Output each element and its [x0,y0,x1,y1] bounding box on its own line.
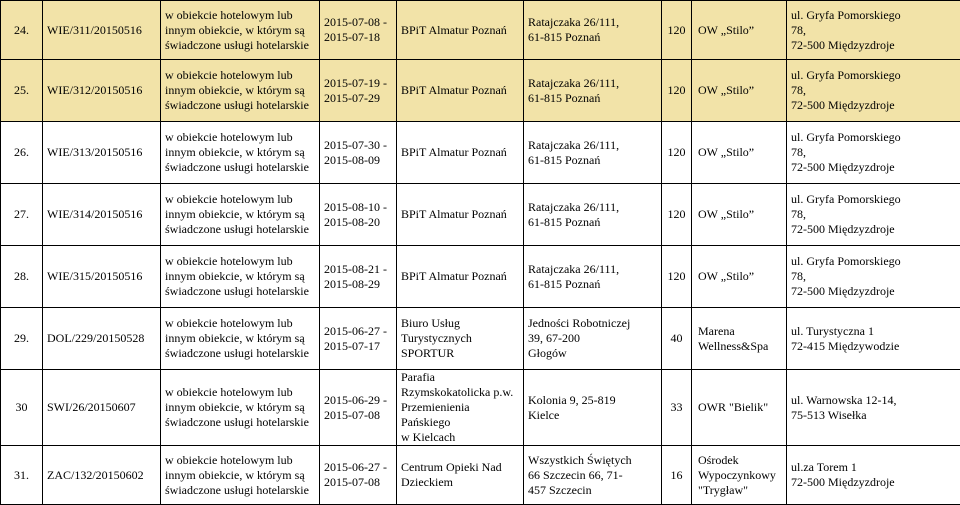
organizer-address: Wszystkich Świętych 66 Szczecin 66, 71- 457 Szczecin [524,446,662,505]
table-row [1,1,960,60]
organizer-name: BPiT Almatur Poznań [397,184,524,246]
organizer-address: Ratajczaka 26/111, 61-815 Poznań [524,1,662,60]
participant-count: 120 [662,1,692,60]
table-row [1,308,960,370]
registration-number: WIE/313/20150516 [43,122,161,184]
date-range: 2015-07-30 - 2015-08-09 [320,122,397,184]
accommodation-type: w obiekcie hotelowym lub innym obiekcie, w którym są świadczone usługi hotelarskie [161,446,320,505]
organizer-address: Ratajczaka 26/111, 61-815 Poznań [524,246,662,308]
accommodation-type: w obiekcie hotelowym lub innym obiekcie, w którym są świadczone usługi hotelarskie [161,308,320,370]
venue-address: ul. Gryfa Pomorskiego 78, 72-500 Międzyzdroje [787,60,960,122]
venue-address: ul. Gryfa Pomorskiego 78, 72-500 Międzyzdroje [787,1,960,60]
venue-address: ul. Gryfa Pomorskiego 78, 72-500 Międzyzdroje [787,122,960,184]
venue-address: ul. Gryfa Pomorskiego 78, 72-500 Międzyzdroje [787,184,960,246]
organizer-name: BPiT Almatur Poznań [397,1,524,60]
row-number: 29. [1,308,43,370]
venue-name: Marena Wellness&Spa [692,308,787,370]
organizer-address: Kolonia 9, 25-819 Kielce [524,370,662,446]
venue-name: OWR "Bielik" [692,370,787,446]
organizer-address: Jedności Robotniczej 39, 67-200 Głogów [524,308,662,370]
date-range: 2015-06-29 - 2015-07-08 [320,370,397,446]
row-number: 28. [1,246,43,308]
registration-number: SWI/26/20150607 [43,370,161,446]
venue-name: OW „Stilo” [692,246,787,308]
venue-name: OW „Stilo” [692,122,787,184]
row-number: 30 [1,370,43,446]
registration-number: WIE/312/20150516 [43,60,161,122]
participant-count: 16 [662,446,692,505]
accommodation-type: w obiekcie hotelowym lub innym obiekcie, w którym są świadczone usługi hotelarskie [161,1,320,60]
organizer-name: Centrum Opieki Nad Dzieckiem [397,446,524,505]
venue-address: ul. Gryfa Pomorskiego 78, 72-500 Międzyzdroje [787,246,960,308]
accommodation-type: w obiekcie hotelowym lub innym obiekcie, w którym są świadczone usługi hotelarskie [161,184,320,246]
date-range: 2015-07-08 - 2015-07-18 [320,1,397,60]
table-row [1,60,960,122]
date-range: 2015-06-27 - 2015-07-17 [320,308,397,370]
organizer-name: BPiT Almatur Poznań [397,60,524,122]
registration-number: ZAC/132/20150602 [43,446,161,505]
date-range: 2015-07-19 - 2015-07-29 [320,60,397,122]
table-row [1,246,960,308]
organizer-name: Parafia Rzymskokatolicka p.w. Przemienienia Pańskiego w Kielcach [397,370,524,446]
row-number: 24. [1,1,43,60]
accommodation-type: w obiekcie hotelowym lub innym obiekcie, w którym są świadczone usługi hotelarskie [161,246,320,308]
date-range: 2015-06-27 - 2015-07-08 [320,446,397,505]
venue-name: OW „Stilo” [692,184,787,246]
row-number: 27. [1,184,43,246]
registration-number: DOL/229/20150528 [43,308,161,370]
organizer-address: Ratajczaka 26/111, 61-815 Poznań [524,184,662,246]
participant-count: 33 [662,370,692,446]
date-range: 2015-08-21 - 2015-08-29 [320,246,397,308]
venue-name: OW „Stilo” [692,1,787,60]
venue-address: ul.za Torem 1 72-500 Międzyzdroje [787,446,960,505]
organizer-address: Ratajczaka 26/111, 61-815 Poznań [524,122,662,184]
accommodation-type: w obiekcie hotelowym lub innym obiekcie, w którym są świadczone usługi hotelarskie [161,370,320,446]
accommodation-type: w obiekcie hotelowym lub innym obiekcie, w którym są świadczone usługi hotelarskie [161,60,320,122]
organizer-name: BPiT Almatur Poznań [397,246,524,308]
organizer-address: Ratajczaka 26/111, 61-815 Poznań [524,60,662,122]
venue-address: ul. Turystyczna 1 72-415 Międzywodzie [787,308,960,370]
table-body [1,1,960,505]
row-number: 31. [1,446,43,505]
registration-number: WIE/314/20150516 [43,184,161,246]
organizer-name: Biuro Usług Turystycznych SPORTUR [397,308,524,370]
table-row [1,184,960,246]
registration-number: WIE/311/20150516 [43,1,161,60]
table-row [1,370,960,446]
venue-address: ul. Warnowska 12-14, 75-513 Wisełka [787,370,960,446]
row-number: 26. [1,122,43,184]
participant-count: 40 [662,308,692,370]
row-number: 25. [1,60,43,122]
participant-count: 120 [662,184,692,246]
participant-count: 120 [662,246,692,308]
date-range: 2015-08-10 - 2015-08-20 [320,184,397,246]
venue-name: Ośrodek Wypoczynkowy "Trygław" [692,446,787,505]
accommodation-type: w obiekcie hotelowym lub innym obiekcie, w którym są świadczone usługi hotelarskie [161,122,320,184]
organizer-name: BPiT Almatur Poznań [397,122,524,184]
table-row [1,122,960,184]
registration-number: WIE/315/20150516 [43,246,161,308]
participant-count: 120 [662,122,692,184]
venue-name: OW „Stilo” [692,60,787,122]
participant-count: 120 [662,60,692,122]
